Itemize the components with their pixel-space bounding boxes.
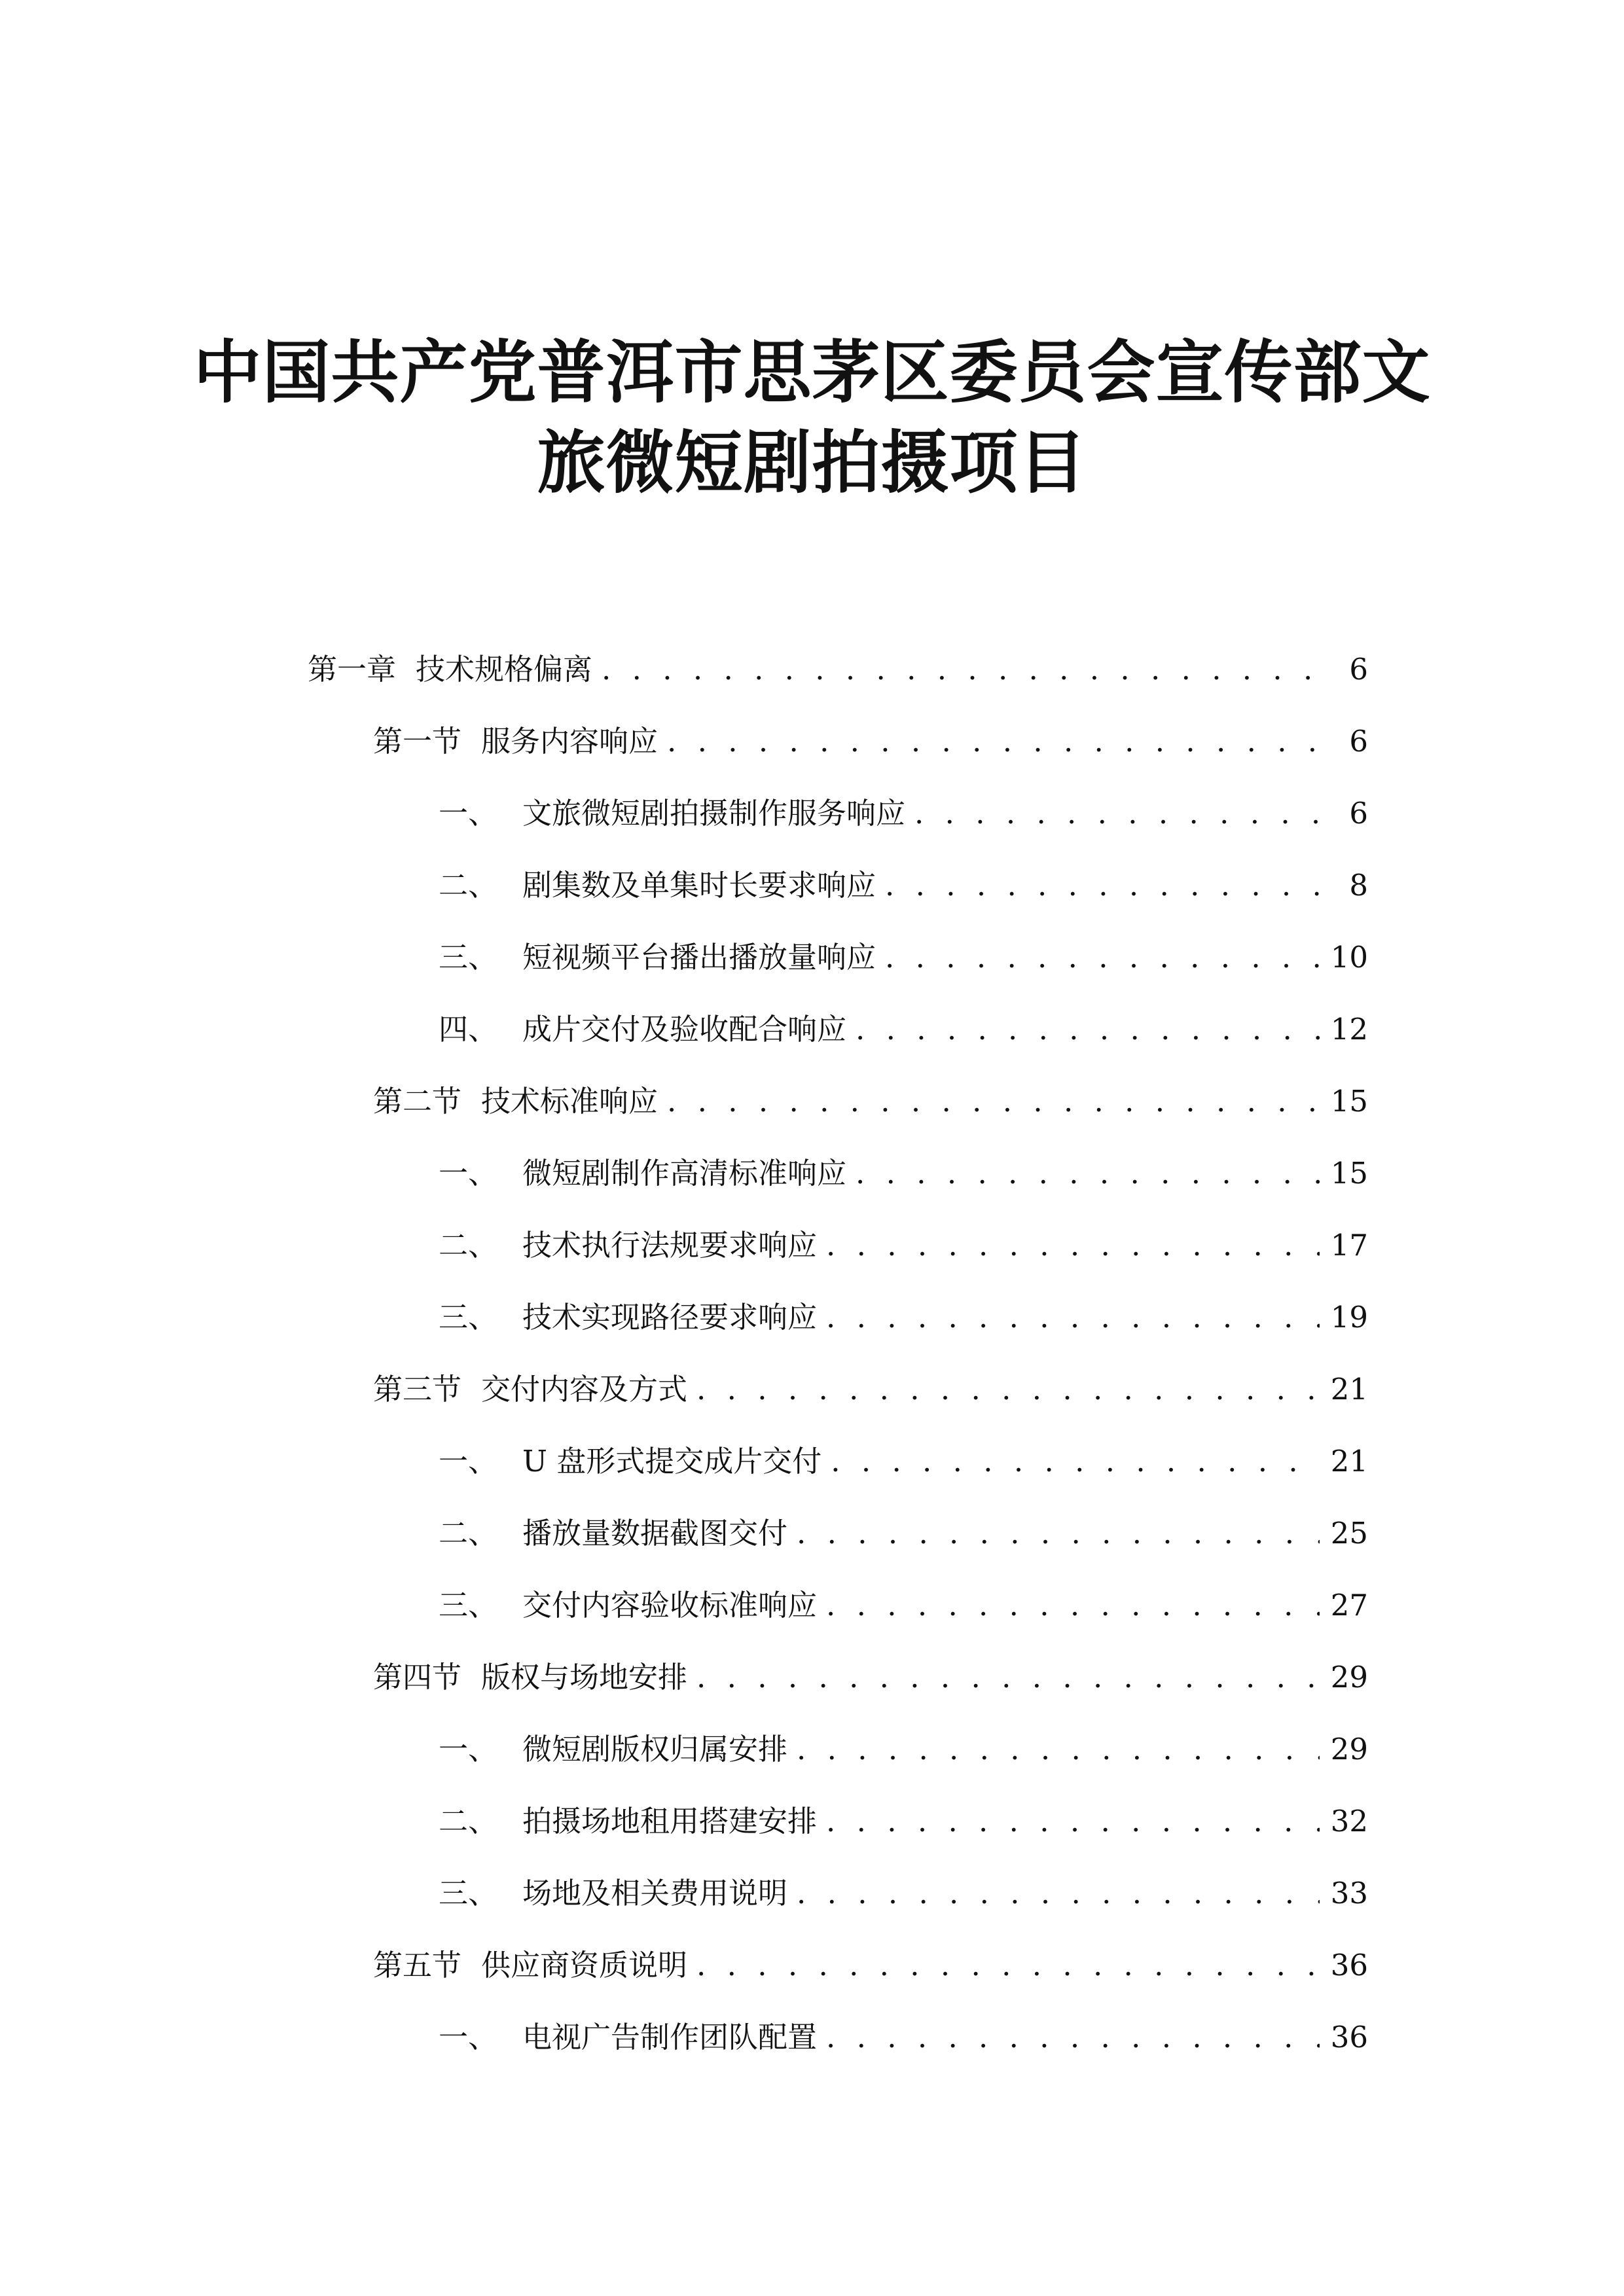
document-title xyxy=(0,327,1624,508)
toc-entry-number: 第一节 xyxy=(373,724,462,759)
toc-entry-text: 供应商资质说明 xyxy=(481,1948,688,1982)
toc-entry-text: 剧集数及单集时长要求响应 xyxy=(522,868,876,903)
toc-entry-page: 21 xyxy=(1330,1444,1368,1479)
toc-entry-page: 27 xyxy=(1330,1588,1368,1623)
toc-entry[interactable] xyxy=(439,1583,1368,1628)
toc-entry-text: 技术执行法规要求响应 xyxy=(522,1228,818,1263)
toc-entry[interactable] xyxy=(439,1799,1368,1844)
toc-entry-text: 微短剧版权归属安排 xyxy=(522,1732,788,1767)
toc-leader-dots xyxy=(696,1367,1320,1412)
toc-entry[interactable] xyxy=(373,1367,1368,1412)
toc-entry-page: 36 xyxy=(1330,2020,1368,2054)
toc-entry-number: 二、 xyxy=(439,1516,498,1551)
toc-leader-dots xyxy=(797,1511,1320,1556)
toc-entry-text: 技术规格偏离 xyxy=(416,652,593,687)
toc-entry-text: 交付内容验收标准响应 xyxy=(522,1588,818,1623)
toc-entry-page: 6 xyxy=(1349,796,1368,831)
toc-leader-dots xyxy=(914,791,1320,836)
toc-leader-dots xyxy=(826,1223,1320,1268)
toc-entry-number: 二、 xyxy=(439,868,498,903)
toc-entry[interactable] xyxy=(439,1439,1368,1484)
toc-entry-page: 6 xyxy=(1349,724,1368,759)
toc-entry-number: 第三节 xyxy=(373,1372,462,1407)
toc-leader-dots xyxy=(696,1655,1320,1700)
toc-leader-dots xyxy=(885,935,1320,980)
toc-leader-dots xyxy=(826,2015,1320,2060)
toc-entry-number: 一、 xyxy=(439,1732,498,1767)
toc-entry-number: 第一章 xyxy=(308,652,397,687)
toc-entry[interactable] xyxy=(373,1655,1368,1700)
toc-entry-page: 32 xyxy=(1330,1804,1368,1839)
toc-entry-number: 一、 xyxy=(439,1156,498,1191)
toc-entry-text: 成片交付及验收配合响应 xyxy=(522,1012,847,1047)
toc-entry-page: 17 xyxy=(1330,1228,1368,1263)
toc-entry-number: 第二节 xyxy=(373,1084,462,1119)
toc-entry[interactable] xyxy=(439,1223,1368,1268)
toc-leader-dots xyxy=(696,1943,1320,1988)
toc-entry-page: 10 xyxy=(1330,940,1368,975)
toc-entry-text: U 盘形式提交成片交付 xyxy=(522,1444,822,1479)
toc-leader-dots xyxy=(885,863,1320,908)
toc-entry-page: 21 xyxy=(1330,1372,1368,1407)
toc-leader-dots xyxy=(826,1295,1320,1340)
toc-leader-dots xyxy=(831,1439,1320,1484)
toc-entry[interactable] xyxy=(439,1151,1368,1196)
toc-entry[interactable] xyxy=(439,1511,1368,1556)
toc-leader-dots xyxy=(797,1727,1320,1772)
toc-entry-text: 微短剧制作高清标准响应 xyxy=(522,1156,847,1191)
toc-entry-number: 二、 xyxy=(439,1228,498,1263)
toc-entry-page: 36 xyxy=(1330,1948,1368,1982)
toc-entry-page: 25 xyxy=(1330,1516,1368,1551)
toc-entry[interactable] xyxy=(439,791,1368,836)
toc-leader-dots xyxy=(667,719,1320,764)
toc-entry-number: 一、 xyxy=(439,1444,498,1479)
toc-entry[interactable] xyxy=(439,2015,1368,2060)
toc-entry-page: 33 xyxy=(1330,1876,1368,1910)
toc-entry[interactable] xyxy=(439,1871,1368,1916)
toc-entry-text: 电视广告制作团队配置 xyxy=(522,2020,818,2054)
toc-entry-text: 播放量数据截图交付 xyxy=(522,1516,788,1551)
toc-entry-text: 技术标准响应 xyxy=(481,1084,659,1119)
toc-entry-page: 29 xyxy=(1330,1732,1368,1767)
title-line-2: 旅微短剧拍摄项目 xyxy=(537,423,1087,503)
toc-entry[interactable] xyxy=(439,1295,1368,1340)
toc-entry-page: 8 xyxy=(1349,868,1368,903)
toc-entry[interactable] xyxy=(373,1079,1368,1124)
toc-entry-number: 三、 xyxy=(439,1876,498,1910)
toc-leader-dots xyxy=(856,1151,1320,1196)
toc-entry-page: 15 xyxy=(1330,1084,1368,1119)
toc-leader-dots xyxy=(856,1007,1320,1052)
toc-entry[interactable] xyxy=(439,1727,1368,1772)
toc-entry[interactable] xyxy=(439,1007,1368,1052)
toc-entry-number: 三、 xyxy=(439,940,498,975)
toc-entry-number: 二、 xyxy=(439,1804,498,1839)
title-line-1: 中国共产党普洱市思茅区委员会宣传部文 xyxy=(193,332,1431,412)
toc-entry-number: 第五节 xyxy=(373,1948,462,1982)
toc-entry[interactable] xyxy=(308,647,1368,692)
toc-entry[interactable] xyxy=(439,935,1368,980)
toc-entry-page: 12 xyxy=(1330,1012,1368,1047)
toc-entry-text: 版权与场地安排 xyxy=(481,1660,688,1695)
toc-entry-number: 一、 xyxy=(439,796,498,831)
toc-entry-text: 短视频平台播出播放量响应 xyxy=(522,940,876,975)
toc-leader-dots xyxy=(602,647,1320,692)
toc-leader-dots xyxy=(826,1799,1320,1844)
toc-entry[interactable] xyxy=(373,719,1368,764)
toc-entry-number: 第四节 xyxy=(373,1660,462,1695)
toc-entry[interactable] xyxy=(439,863,1368,908)
toc-entry-text: 交付内容及方式 xyxy=(481,1372,688,1407)
toc-entry-page: 29 xyxy=(1330,1660,1368,1695)
toc-leader-dots xyxy=(667,1079,1320,1124)
toc-entry-number: 三、 xyxy=(439,1588,498,1623)
toc-entry-text: 场地及相关费用说明 xyxy=(522,1876,788,1910)
toc-entry-number: 一、 xyxy=(439,2020,498,2054)
toc-entry-text: 服务内容响应 xyxy=(481,724,659,759)
toc-entry-page: 19 xyxy=(1330,1300,1368,1335)
toc-entry-number: 三、 xyxy=(439,1300,498,1335)
toc-leader-dots xyxy=(797,1871,1320,1916)
toc-entry-text: 拍摄场地租用搭建安排 xyxy=(522,1804,818,1839)
toc-entry-text: 文旅微短剧拍摄制作服务响应 xyxy=(522,796,906,831)
toc-entry-page: 6 xyxy=(1349,652,1368,687)
toc-entry-number: 四、 xyxy=(439,1012,498,1047)
toc-entry-text: 技术实现路径要求响应 xyxy=(522,1300,818,1335)
toc-entry[interactable] xyxy=(373,1943,1368,1988)
toc-entry-page: 15 xyxy=(1330,1156,1368,1191)
toc-leader-dots xyxy=(826,1583,1320,1628)
